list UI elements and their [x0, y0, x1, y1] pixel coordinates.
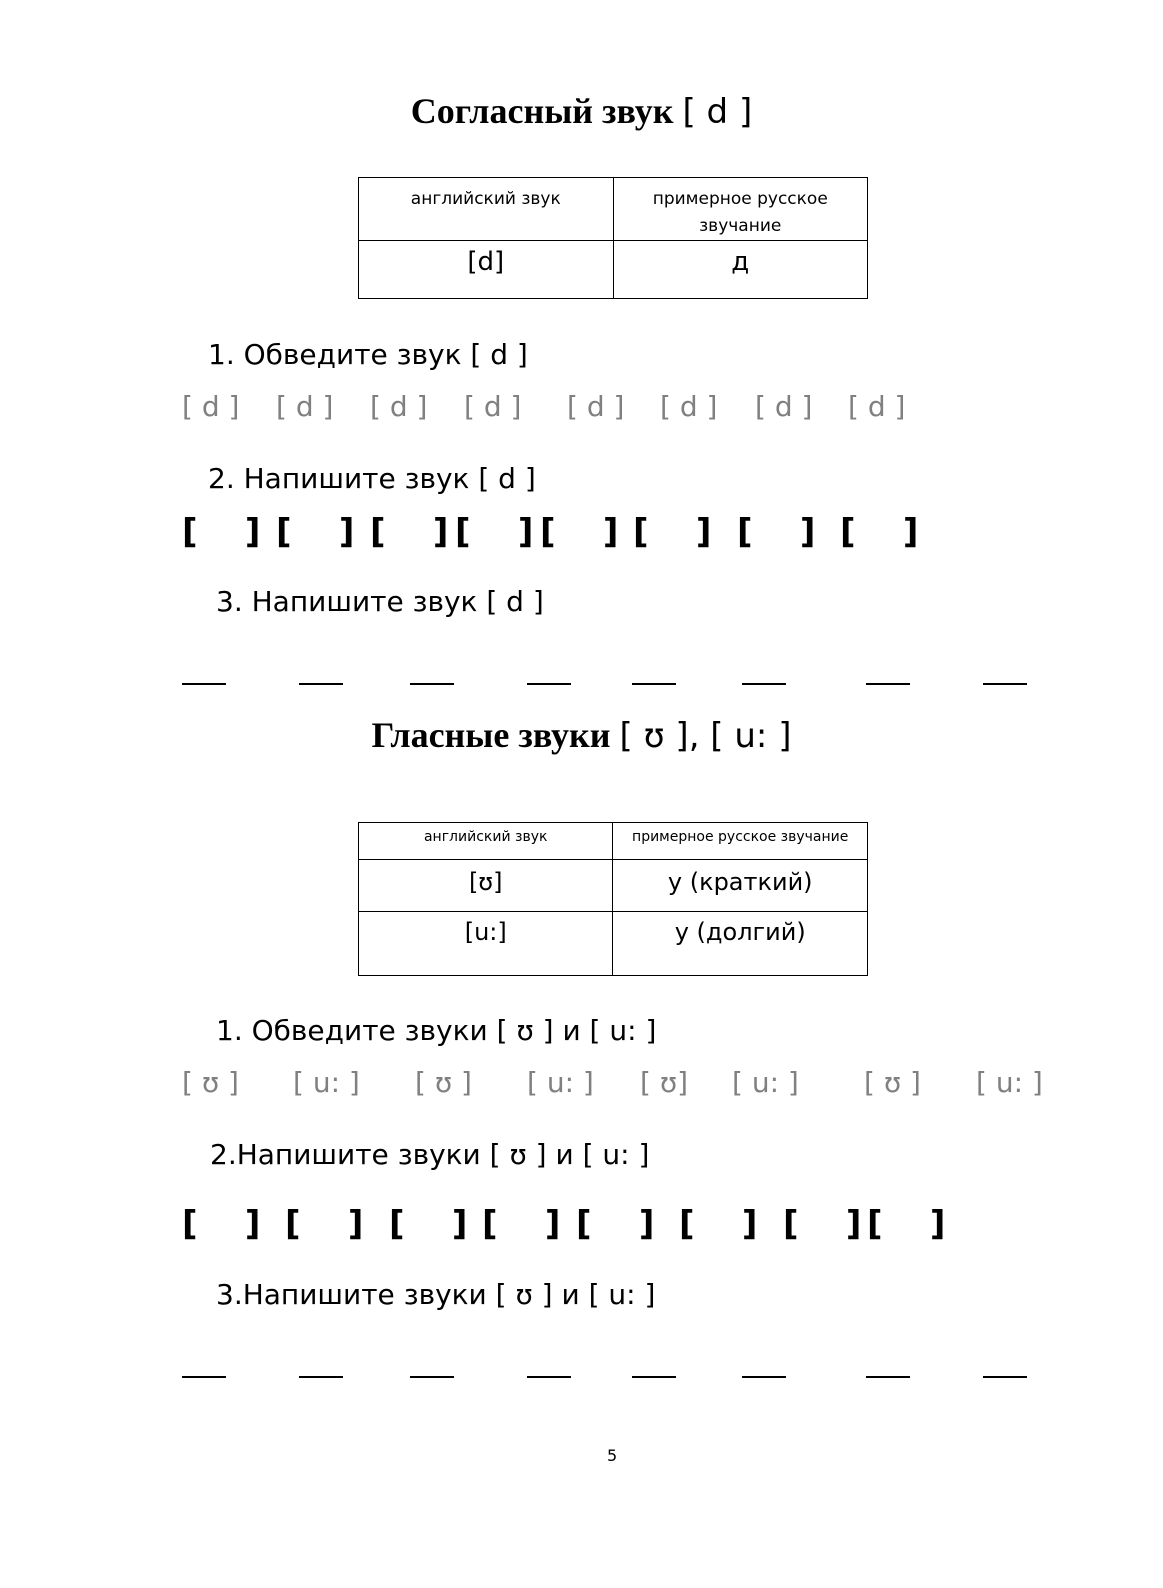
- s2-write-line[interactable]: [299, 1376, 343, 1378]
- s1-task1-item[interactable]: [ d ]: [464, 390, 522, 423]
- s2-task2-label: 2.Напишите звуки [ ʊ ] и [ u: ]: [210, 1138, 650, 1171]
- s2-task1-item[interactable]: [ ʊ ]: [182, 1066, 239, 1099]
- page-number: 5: [607, 1446, 618, 1465]
- section2-title: [0, 714, 1163, 756]
- section1-title-ipa: [ d ]: [682, 92, 753, 132]
- s2-write-line[interactable]: [866, 1376, 910, 1378]
- s1-task2-blank[interactable]: [ ]: [182, 512, 261, 552]
- s1-task2-blank[interactable]: [ ]: [737, 512, 816, 552]
- s1-task2-blank[interactable]: [ ]: [540, 512, 619, 552]
- table-row: [359, 241, 868, 299]
- s1-task1-item[interactable]: [ d ]: [276, 390, 334, 423]
- s1-task2-blank[interactable]: [ ]: [276, 512, 355, 552]
- table-row: [359, 912, 868, 976]
- s2-task2-blank[interactable]: [ ]: [679, 1204, 758, 1244]
- table-header-row: [359, 178, 868, 241]
- s2-task2-blank[interactable]: [ ]: [783, 1204, 862, 1244]
- s2-task1-item[interactable]: [ u: ]: [976, 1066, 1043, 1099]
- table-header-row: [359, 823, 868, 860]
- s2-task1-item[interactable]: [ ʊ]: [640, 1066, 689, 1099]
- s1-task1-item[interactable]: [ d ]: [567, 390, 625, 423]
- s1-write-line[interactable]: [983, 683, 1027, 685]
- s2-task1-label: 1. Обведите звуки [ ʊ ] и [ u: ]: [216, 1014, 657, 1047]
- cell-russian: д: [613, 241, 868, 299]
- s2-task2-blank[interactable]: [ ]: [285, 1204, 364, 1244]
- s2-write-line[interactable]: [527, 1376, 571, 1378]
- s2-task3-label: 3.Напишите звуки [ ʊ ] и [ u: ]: [216, 1278, 656, 1311]
- s2-task1-item[interactable]: [ ʊ ]: [864, 1066, 921, 1099]
- header-russian: примерное русское звучание: [613, 178, 868, 241]
- s1-task1-item[interactable]: [ d ]: [370, 390, 428, 423]
- section2-title-text: Гласные звуки: [371, 715, 611, 755]
- s1-write-line[interactable]: [866, 683, 910, 685]
- s2-task2-blank[interactable]: [ ]: [867, 1204, 946, 1244]
- s1-task2-blank[interactable]: [ ]: [370, 512, 449, 552]
- section2-title-ipa: [ ʊ ], [ u: ]: [619, 716, 792, 756]
- section2-sound-table: [358, 822, 868, 976]
- cell-russian: у (краткий): [613, 860, 868, 912]
- s1-task1-item[interactable]: [ d ]: [660, 390, 718, 423]
- cell-english: [u:]: [359, 912, 613, 976]
- s2-write-line[interactable]: [983, 1376, 1027, 1378]
- s1-task2-blank[interactable]: [ ]: [840, 512, 919, 552]
- s2-task2-blank[interactable]: [ ]: [576, 1204, 655, 1244]
- s1-task1-label: 1. Обведите звук [ d ]: [208, 338, 528, 371]
- s1-write-line[interactable]: [182, 683, 226, 685]
- s1-task3-label: 3. Напишите звук [ d ]: [216, 585, 544, 618]
- s2-task2-blank[interactable]: [ ]: [389, 1204, 468, 1244]
- cell-english: [ʊ]: [359, 860, 613, 912]
- s2-write-line[interactable]: [632, 1376, 676, 1378]
- s2-write-line[interactable]: [410, 1376, 454, 1378]
- s1-write-line[interactable]: [527, 683, 571, 685]
- s1-task2-label: 2. Напишите звук [ d ]: [208, 462, 536, 495]
- table-row: [359, 860, 868, 912]
- s1-task1-item[interactable]: [ d ]: [848, 390, 906, 423]
- s1-task1-item[interactable]: [ d ]: [182, 390, 240, 423]
- section1-title: [0, 90, 1163, 132]
- s1-task2-blank[interactable]: [ ]: [455, 512, 534, 552]
- cell-english: [d]: [359, 241, 614, 299]
- cell-russian: у (долгий): [613, 912, 868, 976]
- section1-sound-table: [358, 177, 868, 299]
- header-english: английский звук: [359, 823, 613, 860]
- s2-write-line[interactable]: [742, 1376, 786, 1378]
- header-english: английский звук: [359, 178, 614, 241]
- s2-task1-item[interactable]: [ u: ]: [527, 1066, 594, 1099]
- s2-write-line[interactable]: [182, 1376, 226, 1378]
- s1-write-line[interactable]: [410, 683, 454, 685]
- s1-write-line[interactable]: [299, 683, 343, 685]
- s2-task1-item[interactable]: [ ʊ ]: [415, 1066, 472, 1099]
- s2-task2-blank[interactable]: [ ]: [182, 1204, 261, 1244]
- s1-write-line[interactable]: [632, 683, 676, 685]
- s2-task2-blank[interactable]: [ ]: [482, 1204, 561, 1244]
- s1-task2-blank[interactable]: [ ]: [633, 512, 712, 552]
- s2-task1-item[interactable]: [ u: ]: [732, 1066, 799, 1099]
- section1-title-text: Согласный звук: [410, 91, 674, 131]
- s1-task1-item[interactable]: [ d ]: [755, 390, 813, 423]
- header-russian: примерное русское звучание: [613, 823, 868, 860]
- s2-task1-item[interactable]: [ u: ]: [293, 1066, 360, 1099]
- s1-write-line[interactable]: [742, 683, 786, 685]
